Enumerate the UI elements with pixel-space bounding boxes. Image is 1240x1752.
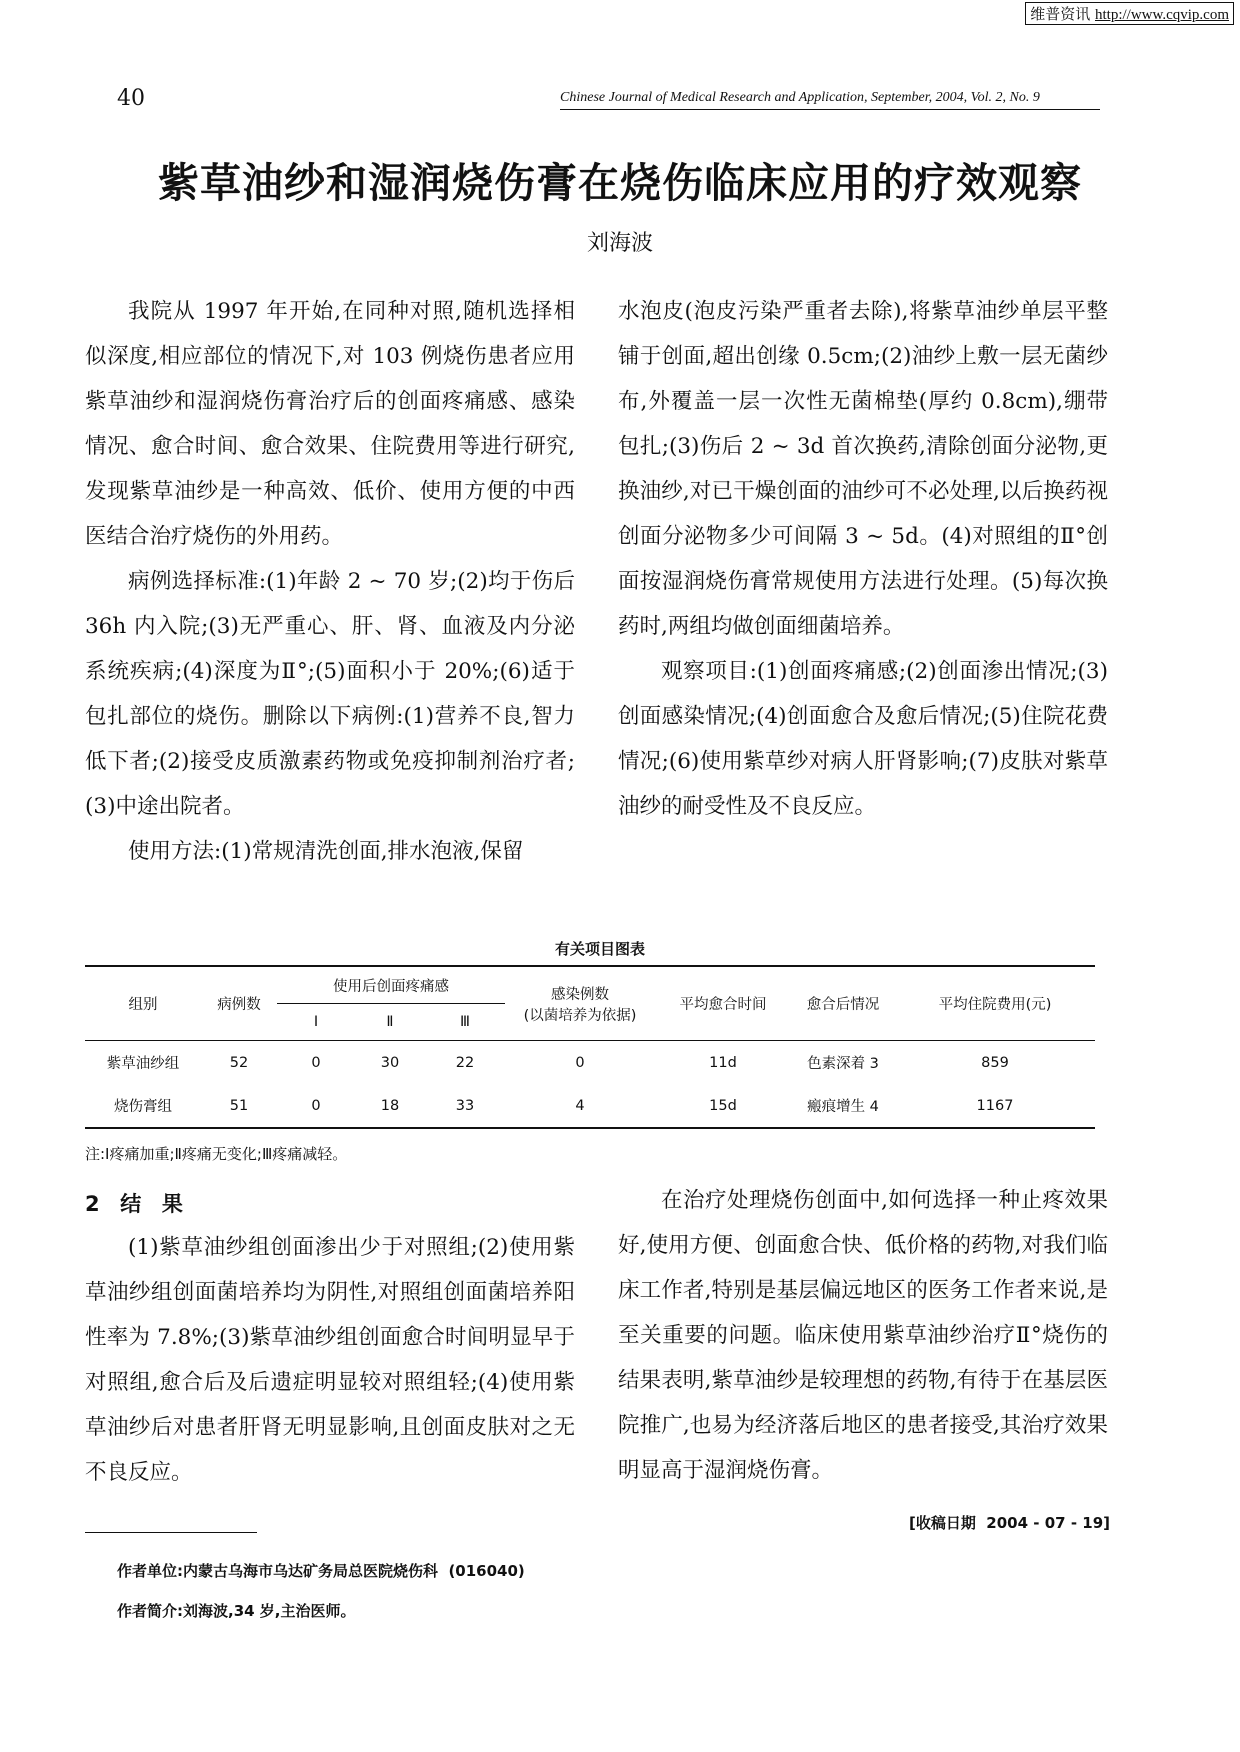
observation-paragraph: 观察项目:(1)创面疼痛感;(2)创面渗出情况;(3)创面感染情况;(4)创面愈合及愈后情况;(5)住院花费情况;(6)使用紫草纱对病人肝肾影响;(7)皮肤对紫草油纱的耐受性及不良反应。 — [618, 659, 1108, 819]
body-left-column — [85, 289, 575, 874]
author-bio: 作者简介:刘海波,34 岁,主治医师。 — [117, 1602, 356, 1620]
cell-cases: 51 — [201, 1084, 277, 1128]
col-header-group: 组别 — [85, 966, 201, 1041]
page-number: 40 — [117, 86, 145, 111]
col-header-pain-1: Ⅰ — [277, 1004, 355, 1041]
cell-infection: 0 — [575, 1054, 585, 1071]
cell-heal-time: 15d — [655, 1084, 791, 1128]
results-column — [85, 1225, 575, 1495]
discussion-paragraph: 在治疗处理烧伤创面中,如何选择一种止疼效果好,使用方便、创面愈合快、低价格的药物,对我们临床工作者,特别是基层偏远地区的医务工作者来说,是至关重要的问题。临床使用紫草油纱治疗Ⅱ°烧伤的结果表明,紫草油纱是较理想的药物,有待于在基层医院推广,也易为经济落后地区的患者接受,其治疗效果明显高于湿润烧伤膏。 — [618, 1188, 1108, 1483]
col-header-cost: 平均住院费用(元) — [895, 966, 1095, 1041]
cell-heal-time: 11d — [709, 1054, 737, 1071]
footnote-divider — [85, 1532, 257, 1533]
intro-paragraph: 我院从 1997 年开始,在同种对照,随机选择相似深度,相应部位的情况下,对 103 例烧伤患者应用紫草油纱和湿润烧伤膏治疗后的创面疼痛感、感染情况、愈合时间、愈合效果、住院费用等进行研究,发现紫草油纱是一种高效、低价、使用方便的中西医结合治疗烧伤的外用药。 — [85, 299, 575, 549]
cell-group: 烧伤膏组 — [85, 1084, 201, 1128]
col-header-pain: 使用后创面疼痛感 — [277, 966, 505, 1004]
cell-after-heal: 色素深着 3 — [807, 1056, 879, 1072]
article-author: 刘海波 — [586, 231, 653, 256]
running-head: Chinese Journal of Medical Research and Application, September, 2004, Vol. 2, No. 9 — [560, 90, 1100, 110]
section-heading-results: 2 结 果 — [85, 1192, 185, 1216]
table-caption: 有关项目图表 — [554, 940, 645, 958]
results-table — [85, 965, 1095, 1129]
discussion-column — [618, 1178, 1108, 1493]
method-paragraph-cont: 水泡皮(泡皮污染严重者去除),将紫草油纱单层平整铺于创面,超出创缘 0.5cm;(2)油纱上敷一层无菌纱布,外覆盖一层一次性无菌棉垫(厚约 0.8cm),绷带包扎;(3)伤后 2 ~ 3d 首次换药,清除创面分泌物,更换油纱,对已干燥创面的油纱可不必处理,以后换药视创面分泌物多少可间隔 3 ~ 5d。(4)对照组的Ⅱ°创面按湿润烧伤膏常规使用方法进行处理。(5)每次换药时,两组均做创面细菌培养。 — [618, 299, 1108, 639]
col-header-cases: 病例数 — [201, 966, 277, 1041]
col-header-pain-3: Ⅲ — [425, 1004, 505, 1041]
body-right-column — [618, 289, 1108, 829]
col-header-after-heal: 愈合后情况 — [791, 966, 895, 1041]
table-row — [85, 1084, 1095, 1128]
article-title: 紫草油纱和湿润烧伤膏在烧伤临床应用的疗效观察 — [158, 159, 1082, 207]
author-affiliation: 作者单位:内蒙古乌海市乌达矿务局总医院烧伤科 (016040) — [117, 1562, 525, 1580]
cell-group: 紫草油纱组 — [106, 1056, 180, 1072]
col-header-pain-2: Ⅱ — [355, 1004, 425, 1041]
col-header-heal-time: 平均愈合时间 — [655, 966, 791, 1041]
cell-infection: 4 — [505, 1084, 655, 1128]
infection-sublabel: (以菌培养为依据) — [523, 1007, 637, 1024]
cell-cases: 52 — [229, 1054, 249, 1071]
cell-pain-3: 33 — [425, 1084, 505, 1128]
cell-cost: 1167 — [895, 1084, 1095, 1128]
results-paragraph: (1)紫草油纱组创面渗出少于对照组;(2)使用紫草油纱组创面菌培养均为阴性,对照组创面菌培养阳性率为 7.8%;(3)紫草油纱组创面愈合时间明显早于对照组,愈合后及后遗症明显较对照组轻;(4)使用紫草油纱后对患者肝肾无明显影响,且创面皮肤对之无不良反应。 — [85, 1235, 575, 1485]
infection-label: 感染例数 — [551, 986, 609, 1003]
col-header-infection — [505, 966, 655, 1041]
received-date: [收稿日期 2004 - 07 - 19] — [909, 1514, 1110, 1532]
cell-pain-2: 18 — [355, 1084, 425, 1128]
method-paragraph-start: 使用方法:(1)常规清洗创面,排水泡液,保留 — [128, 839, 524, 864]
table-row — [85, 1041, 1095, 1085]
criteria-paragraph: 病例选择标准:(1)年龄 2 ~ 70 岁;(2)均于伤后 36h 内入院;(3)无严重心、肝、肾、血液及内分泌系统疾病;(4)深度为Ⅱ°;(5)面积小于 20%;(6)适于包扎部位的烧伤。删除以下病例:(1)营养不良,智力低下者;(2)接受皮质激素药物或免疫抑制剂治疗者;(3)中途出院者。 — [85, 569, 575, 819]
watermark-banner — [1025, 2, 1234, 25]
table-note: 注:Ⅰ疼痛加重;Ⅱ疼痛无变化;Ⅲ疼痛减轻。 — [85, 1145, 348, 1163]
cell-after-heal: 瘢痕增生 4 — [791, 1084, 895, 1128]
cell-pain-3: 22 — [455, 1054, 475, 1071]
cell-pain-1: 0 — [311, 1054, 321, 1071]
cell-cost: 859 — [981, 1054, 1009, 1071]
watermark-url[interactable]: http://www.cqvip.com — [1094, 7, 1229, 23]
cell-pain-1: 0 — [277, 1084, 355, 1128]
cell-pain-2: 30 — [380, 1054, 400, 1071]
watermark-name: 维普资讯 — [1030, 5, 1091, 23]
